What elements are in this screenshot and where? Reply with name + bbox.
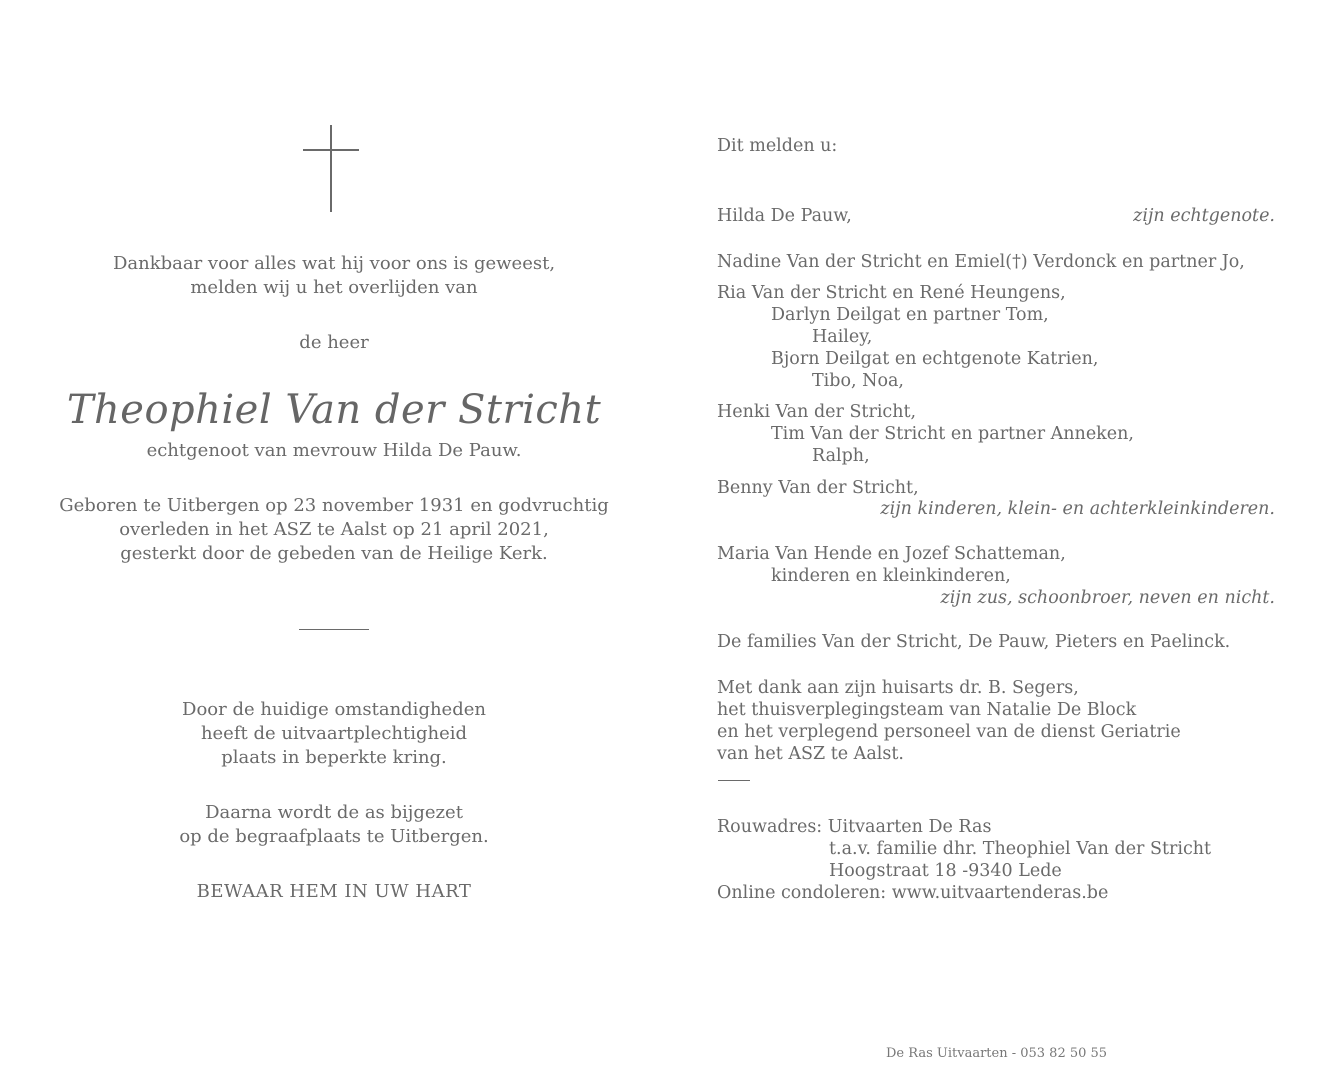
deceased-name: Theophiel Van der Stricht [66, 387, 602, 433]
great-grandchild-2: Tibo, Noa, [812, 371, 904, 391]
children-role: zijn kinderen, klein- en achterkleinkinderen. [880, 499, 1275, 519]
spouse-name: Hilda De Pauw, [717, 206, 852, 226]
burial-line-2: op de begraafplaats te Uitbergen. [179, 826, 489, 847]
intro-line-2: melden wij u het overlijden van [190, 277, 478, 298]
cross-icon [330, 125, 332, 212]
intro-line-1: Dankbaar voor alles wat hij voor ons is geweest, [112, 253, 556, 274]
address-label: Rouwadres: Uitvaarten De Ras [717, 817, 992, 837]
sister-line: Maria Van Hende en Jozef Schatteman, [717, 544, 1066, 564]
online-condolence: Online condoleren: www.uitvaartenderas.be [717, 883, 1109, 903]
intro-text [0, 252, 668, 300]
announce-line: Dit melden u: [717, 136, 838, 156]
burial-text [0, 801, 668, 849]
thanks-line-1: Met dank aan zijn huisarts dr. B. Segers, [717, 678, 1079, 698]
divider-short [718, 780, 750, 781]
address-line-3: Hoogstraat 18 -9340 Lede [829, 861, 1062, 881]
child-4: Benny Van der Stricht, [717, 478, 919, 498]
birth-line-1: Geboren te Uitbergen op 23 november 1931 en godvruchtig [59, 495, 609, 516]
closing-line: BEWAAR HEM IN UW HART [196, 881, 472, 902]
circ-line-2: heeft de uitvaartplechtigheid [200, 723, 468, 744]
divider [299, 629, 369, 630]
circ-line-1: Door de huidige omstandigheden [182, 699, 486, 720]
grandchild-2: Bjorn Deilgat en echtgenote Katrien, [771, 349, 1099, 369]
birth-line-3: gesterkt door de gebeden van de Heilige Kerk. [120, 543, 548, 564]
child-1: Nadine Van der Stricht en Emiel(†) Verdonck en partner Jo, [717, 252, 1245, 272]
honorific: de heer [299, 332, 369, 353]
great-grandchild-3: Ralph, [812, 446, 870, 466]
grandchild-1: Darlyn Deilgat en partner Tom, [771, 305, 1049, 325]
thanks-block [717, 677, 1181, 765]
birth-death-text [0, 494, 668, 566]
spouse-line: echtgenoot van mevrouw Hilda De Pauw. [146, 440, 522, 461]
circ-line-3: plaats in beperkte kring. [221, 747, 447, 768]
spouse-role: zijn echtgenote. [1133, 206, 1275, 226]
cross-icon-bar [303, 149, 359, 151]
circumstances-text [0, 698, 668, 770]
grandchild-3: Tim Van der Stricht en partner Anneken, [771, 424, 1134, 444]
sister-role: zijn zus, schoonbroer, neven en nicht. [940, 588, 1275, 608]
child-3: Henki Van der Stricht, [717, 402, 917, 422]
thanks-line-2: het thuisverplegingsteam van Natalie De Block [717, 700, 1137, 720]
birth-line-2: overleden in het ASZ te Aalst op 21 april 2021, [119, 519, 549, 540]
thanks-line-3: en het verplegend personeel van de dienst Geriatrie [717, 722, 1181, 742]
address-line-2: t.a.v. familie dhr. Theophiel Van der Stricht [829, 839, 1212, 859]
families-line: De families Van der Stricht, De Pauw, Pieters en Paelinck. [717, 632, 1231, 652]
great-grandchild-1: Hailey, [812, 327, 873, 347]
child-2: Ria Van der Stricht en René Heungens, [717, 283, 1066, 303]
thanks-line-4: van het ASZ te Aalst. [717, 744, 904, 764]
sister-kids: kinderen en kleinkinderen, [771, 566, 1011, 586]
burial-line-1: Daarna wordt de as bijgezet [205, 802, 463, 823]
footer-contact: De Ras Uitvaarten - 053 82 50 55 [886, 1046, 1108, 1061]
